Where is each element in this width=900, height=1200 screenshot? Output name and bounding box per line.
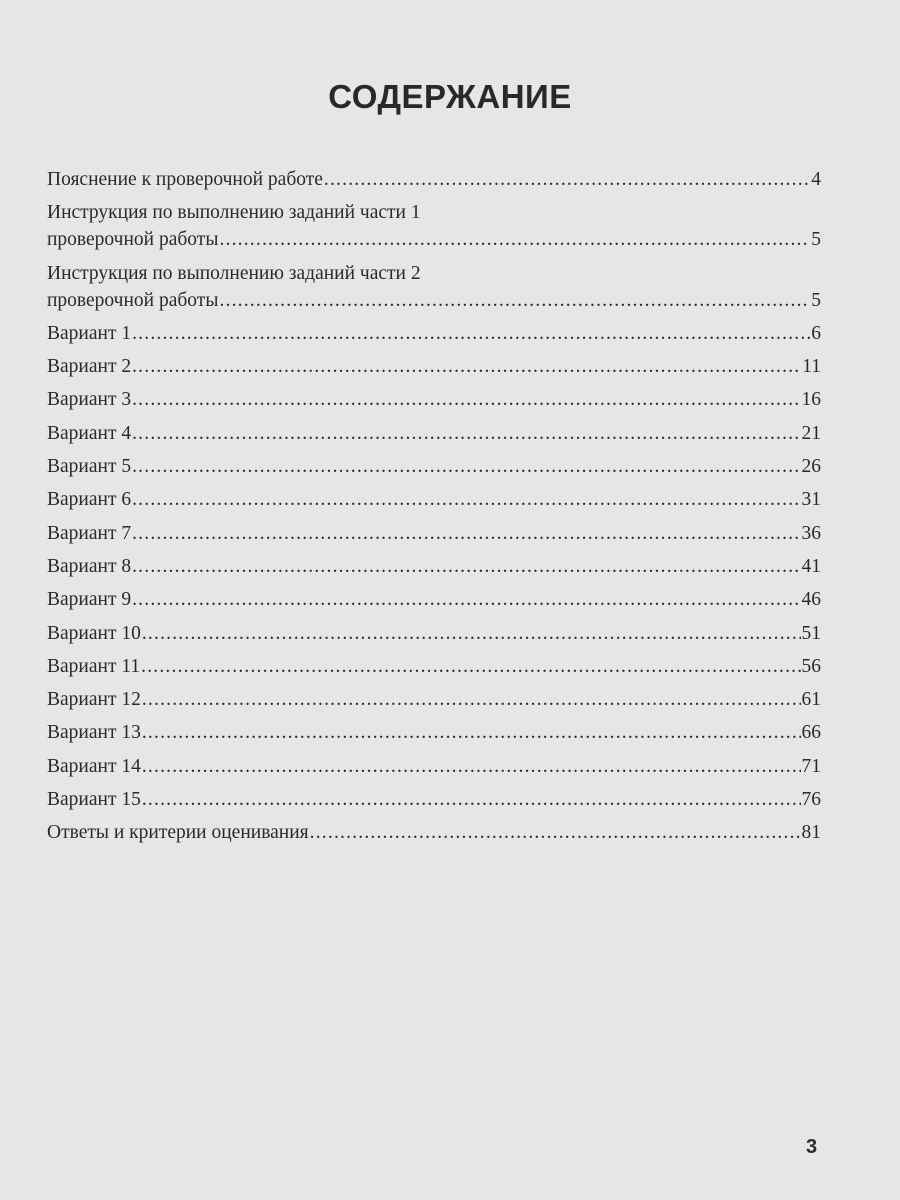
toc-entry-label: Вариант 15 [47, 789, 141, 811]
toc-entry [47, 786, 821, 813]
dot-leader [142, 753, 801, 780]
toc-entry-page: 46 [801, 589, 821, 611]
toc-entry [47, 686, 821, 713]
dot-leader [141, 653, 800, 680]
toc-entry-label: проверочной работы [47, 289, 219, 311]
dot-leader [142, 786, 801, 813]
toc-entry-label: Вариант 4 [47, 422, 132, 444]
toc-entry [47, 553, 821, 580]
toc-entry-label: Вариант 9 [47, 589, 132, 611]
toc-entry-page: 21 [801, 422, 821, 444]
dot-leader [132, 420, 800, 447]
toc-entry-page: 81 [801, 822, 821, 844]
toc-entry-label: Ответы и критерии оценивания [47, 822, 309, 844]
toc-entry-label: Вариант 6 [47, 489, 132, 511]
toc-entry-label: Вариант 7 [47, 522, 132, 544]
toc-entry [47, 653, 821, 680]
page-title: СОДЕРЖАНИЕ [328, 78, 572, 115]
toc-entry [47, 819, 821, 846]
toc-entry-label: Инструкция по выполнению заданий части 1 [47, 202, 421, 224]
toc-entry-page: 71 [801, 755, 821, 777]
toc-entry-label: Инструкция по выполнению заданий части 2 [47, 262, 421, 284]
toc-entry-label: Вариант 5 [47, 456, 132, 478]
toc-entry-page: 61 [801, 689, 821, 711]
dot-leader [132, 320, 810, 347]
toc-entry-page: 16 [801, 389, 821, 411]
toc-entry [47, 353, 821, 380]
toc-entry-page: 5 [811, 289, 821, 311]
table-of-contents [47, 166, 821, 853]
toc-entry [47, 719, 821, 746]
toc-entry [47, 386, 821, 413]
toc-entry [47, 753, 821, 780]
dot-leader [219, 287, 810, 314]
toc-entry [47, 199, 821, 253]
dot-leader [142, 620, 801, 647]
toc-entry-page: 6 [811, 322, 821, 344]
toc-entry-label: Вариант 8 [47, 555, 132, 577]
toc-entry-label: Вариант 3 [47, 389, 132, 411]
dot-leader [132, 553, 800, 580]
toc-entry [47, 520, 821, 547]
toc-entry [47, 586, 821, 613]
toc-entry-page: 36 [801, 522, 821, 544]
toc-entry [47, 620, 821, 647]
toc-entry-label: Вариант 1 [47, 322, 132, 344]
dot-leader [132, 586, 800, 613]
toc-entry-page: 26 [801, 456, 821, 478]
toc-entry-page: 56 [801, 655, 821, 677]
toc-entry [47, 420, 821, 447]
dot-leader [142, 686, 801, 713]
toc-entry-page: 41 [801, 555, 821, 577]
toc-entry-label: Вариант 13 [47, 722, 141, 744]
dot-leader [324, 166, 810, 193]
toc-entry-page: 4 [811, 169, 821, 190]
toc-entry-page: 76 [801, 789, 821, 811]
toc-entry-label: Вариант 14 [47, 755, 141, 777]
toc-entry-page: 51 [801, 622, 821, 644]
toc-entry [47, 320, 821, 347]
toc-entry [47, 486, 821, 513]
dot-leader [310, 819, 801, 846]
toc-entry-label: Вариант 12 [47, 689, 141, 711]
toc-entry-label: проверочной работы [47, 229, 219, 251]
toc-entry-label: Пояснение к проверочной работе [47, 169, 323, 190]
toc-entry-page: 11 [802, 356, 821, 378]
page-number: 3 [806, 1136, 818, 1158]
toc-entry-page: 5 [811, 229, 821, 251]
dot-leader [132, 386, 800, 413]
dot-leader [132, 353, 801, 380]
toc-entry [47, 453, 821, 480]
toc-entry [47, 166, 821, 193]
dot-leader [132, 520, 800, 547]
dot-leader [132, 486, 800, 513]
dot-leader [132, 453, 800, 480]
toc-entry [47, 260, 821, 314]
dot-leader [142, 719, 801, 746]
toc-entry-label: Вариант 11 [47, 655, 141, 677]
toc-entry-label: Вариант 10 [47, 622, 141, 644]
toc-entry-page: 66 [801, 722, 821, 744]
dot-leader [219, 226, 810, 253]
toc-entry-page: 31 [801, 489, 821, 511]
toc-entry-label: Вариант 2 [47, 356, 132, 378]
